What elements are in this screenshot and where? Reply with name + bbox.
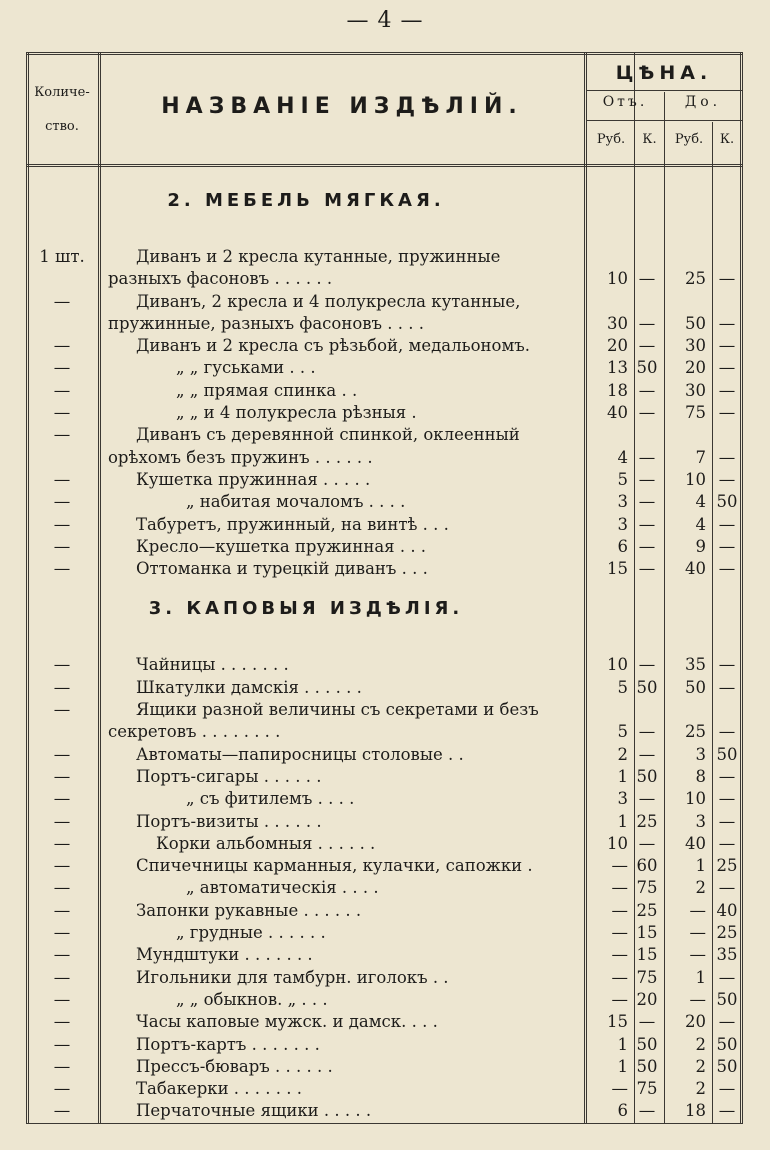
price-to-rub-cell: 3	[695, 811, 706, 831]
price-from-kop-cell: 50	[636, 766, 658, 786]
product-name-cell: разныхъ фасоновъ . . . . . .	[108, 269, 333, 289]
price-from-rub-cell: 3	[617, 492, 628, 512]
price-to-rub-cell: 1	[695, 967, 706, 987]
product-name-cell: секретовъ . . . . . . . .	[108, 722, 281, 742]
price-to-kop-cell: —	[718, 1101, 736, 1121]
price-from-kop-cell: —	[638, 1012, 656, 1032]
price-to-kop-cell: —	[718, 447, 736, 467]
price-to-rub-cell: 2	[695, 1034, 706, 1054]
quantity-cell: —	[53, 1101, 71, 1121]
price-from-kop-cell: 15	[636, 923, 658, 943]
product-name-cell: Перчаточные ящики . . . . .	[136, 1101, 372, 1121]
quantity-cell: —	[53, 878, 71, 898]
price-to-rub-cell: 3	[695, 744, 706, 764]
price-to-rub-cell: 40	[685, 559, 706, 579]
price-from-rub-cell: 5	[617, 722, 628, 742]
quantity-cell: —	[53, 291, 71, 311]
price-from-kop-cell: —	[638, 744, 656, 764]
quantity-cell: —	[53, 559, 71, 579]
price-from-kop-cell: —	[638, 722, 656, 742]
to-kop-header: К.	[719, 132, 735, 147]
quantity-cell: —	[53, 425, 71, 445]
table-row	[26, 1100, 742, 1122]
product-name-cell: „ автоматическія . . . .	[186, 878, 379, 898]
price-to-rub-cell: 2	[695, 1079, 706, 1099]
table-row	[26, 536, 742, 558]
price-to-rub-cell: 10	[685, 789, 706, 809]
quantity-cell: —	[53, 655, 71, 675]
price-subheader-line	[586, 120, 742, 121]
price-from-rub-cell: 6	[617, 1101, 628, 1121]
table-row	[26, 1011, 742, 1033]
price-to-kop-cell: —	[718, 380, 736, 400]
price-from-kop-cell: 75	[636, 878, 658, 898]
product-name-cell: „ „ и 4 полукресла рѣзныя .	[176, 403, 417, 423]
price-from-kop-cell: 25	[636, 811, 658, 831]
table-row	[26, 402, 742, 424]
product-name-cell: пружинные, разныхъ фасоновъ . . . .	[108, 313, 425, 333]
price-from-kop-cell: 75	[636, 967, 658, 987]
price-to-kop-cell: —	[718, 766, 736, 786]
table-row	[26, 558, 742, 580]
price-to-rub-cell: 25	[685, 269, 706, 289]
price-from-rub-cell: 40	[607, 403, 628, 423]
to-rub-header: Руб.	[674, 132, 704, 147]
price-from-kop-cell: —	[638, 655, 656, 675]
quantity-cell: —	[53, 1034, 71, 1054]
table-row	[26, 313, 742, 335]
price-from-rub-cell: —	[611, 856, 628, 876]
price-to-kop-cell: 25	[716, 856, 738, 876]
price-from-rub-cell: 30	[607, 313, 628, 333]
product-name-cell: „ набитая мочаломъ . . . .	[186, 492, 406, 512]
table-row	[26, 811, 742, 833]
table-row	[26, 922, 742, 944]
price-from-kop-cell: —	[638, 536, 656, 556]
price-from-kop-cell: —	[638, 403, 656, 423]
price-to-rub-cell: —	[689, 989, 706, 1009]
price-to-rub-cell: 8	[695, 766, 706, 786]
quantity-cell: —	[53, 989, 71, 1009]
price-to-kop-cell: —	[718, 722, 736, 742]
price-from-rub-cell: 13	[607, 358, 628, 378]
table-row	[26, 1056, 742, 1078]
price-from-rub-cell: 5	[617, 469, 628, 489]
quantity-cell: 1 шт.	[39, 247, 85, 266]
price-from-rub-cell: 15	[607, 559, 628, 579]
price-to-rub-cell: 40	[685, 833, 706, 853]
price-from-rub-cell: 10	[607, 655, 628, 675]
price-to-rub-cell: 30	[685, 380, 706, 400]
table-row	[26, 788, 742, 810]
price-to-rub-cell: —	[689, 923, 706, 943]
product-name-cell: Прессъ-бюваръ . . . . . .	[136, 1056, 333, 1076]
price-from-rub-cell: —	[611, 945, 628, 965]
price-to-rub-cell: —	[689, 945, 706, 965]
price-to-rub-cell: 2	[695, 878, 706, 898]
quantity-cell: —	[53, 677, 71, 697]
product-name-cell: Спичечницы карманныя, кулачки, сапожки .	[136, 856, 533, 876]
product-name-cell: Портъ-сигары . . . . . .	[136, 766, 322, 786]
price-to-kop-cell: —	[718, 789, 736, 809]
price-from-rub-cell: 15	[607, 1012, 628, 1032]
price-header-line	[586, 90, 742, 91]
price-to-kop-cell: —	[718, 967, 736, 987]
table-row	[26, 877, 742, 899]
price-to-kop-cell: —	[718, 358, 736, 378]
price-from-kop-cell: —	[638, 269, 656, 289]
product-name-cell: Чайницы . . . . . . .	[136, 655, 289, 675]
price-from-rub-cell: —	[611, 967, 628, 987]
product-name-cell: Игольники для тамбурн. иголокъ . .	[136, 967, 449, 987]
product-name-cell: Кушетка пружинная . . . . .	[136, 469, 371, 489]
price-to-kop-cell: —	[718, 677, 736, 697]
quantity-cell: —	[53, 1056, 71, 1076]
price-to-header: До.	[684, 94, 722, 110]
quantity-cell: —	[53, 403, 71, 423]
price-to-rub-cell: 1	[695, 856, 706, 876]
table-row	[26, 246, 742, 268]
product-name-cell: „ „ прямая спинка . .	[176, 380, 358, 400]
price-to-rub-cell: 2	[695, 1056, 706, 1076]
price-to-rub-cell: 10	[685, 469, 706, 489]
price-from-rub-cell: —	[611, 923, 628, 943]
price-to-kop-cell: 50	[716, 1034, 738, 1054]
table-row	[26, 357, 742, 379]
price-from-rub-cell: —	[611, 900, 628, 920]
price-to-kop-cell: 25	[716, 923, 738, 943]
price-from-kop-cell: 75	[636, 1079, 658, 1099]
price-to-kop-cell: —	[718, 1079, 736, 1099]
price-from-kop-cell: —	[638, 447, 656, 467]
product-name-cell: Часы каповые мужск. и дамск. . . .	[136, 1012, 438, 1032]
price-from-kop-cell: —	[638, 380, 656, 400]
price-from-rub-cell: —	[611, 1079, 628, 1099]
product-name-cell: Табакерки . . . . . . .	[136, 1079, 302, 1099]
price-to-kop-cell: 50	[716, 989, 738, 1009]
price-to-rub-cell: 20	[685, 358, 706, 378]
price-from-rub-cell: 3	[617, 789, 628, 809]
product-name-cell: Диванъ и 2 кресла съ рѣзьбой, медальономъ.	[136, 336, 531, 356]
quantity-cell: —	[53, 358, 71, 378]
price-to-rub-cell: 18	[685, 1101, 706, 1121]
price-to-kop-cell: —	[718, 1012, 736, 1032]
price-to-kop-cell: —	[718, 514, 736, 534]
price-from-kop-cell: —	[638, 559, 656, 579]
price-to-kop-cell: —	[718, 313, 736, 333]
price-from-kop-cell: —	[638, 313, 656, 333]
table-row	[26, 380, 742, 402]
table-body	[26, 172, 742, 1123]
price-to-kop-cell: 50	[716, 1056, 738, 1076]
price-from-rub-cell: —	[611, 989, 628, 1009]
table-row	[26, 744, 742, 766]
price-to-kop-cell: 50	[716, 492, 738, 512]
price-to-kop-cell: 50	[716, 744, 738, 764]
price-from-kop-cell: —	[638, 469, 656, 489]
table-row	[26, 677, 742, 699]
table-row	[26, 491, 742, 513]
price-from-kop-cell: 20	[636, 989, 658, 1009]
price-to-kop-cell: —	[718, 833, 736, 853]
quantity-cell: —	[53, 900, 71, 920]
price-to-kop-cell: —	[718, 269, 736, 289]
product-name-cell: Оттоманка и турецкій диванъ . . .	[136, 559, 428, 579]
price-from-rub-cell: 10	[607, 833, 628, 853]
price-table	[26, 52, 742, 1124]
table-row	[26, 855, 742, 877]
table-row	[26, 989, 742, 1011]
row-gap	[26, 226, 742, 246]
section-heading: 3. КАПОВЫЯ ИЗДѢЛІЯ.	[148, 598, 464, 620]
price-to-kop-cell: —	[718, 655, 736, 675]
price-from-rub-cell: 6	[617, 536, 628, 556]
price-from-kop-cell: —	[638, 833, 656, 853]
quantity-cell: —	[53, 1012, 71, 1032]
section-heading: 2. МЕБЕЛЬ МЯГКАЯ.	[167, 190, 445, 211]
quantity-cell: —	[53, 766, 71, 786]
product-name-cell: Диванъ съ деревянной спинкой, оклеенный	[136, 425, 520, 445]
product-name-cell: Запонки рукавные . . . . . .	[136, 900, 362, 920]
quantity-cell: —	[53, 492, 71, 512]
from-rub-header: Руб.	[596, 132, 626, 147]
price-from-rub-cell: 1	[617, 766, 628, 786]
price-from-kop-cell: 50	[636, 1056, 658, 1076]
table-row	[26, 335, 742, 357]
table-row	[26, 424, 742, 446]
price-from-rub-cell: 18	[607, 380, 628, 400]
price-from-rub-cell: —	[611, 878, 628, 898]
price-to-rub-cell: 7	[695, 447, 706, 467]
price-to-kop-cell: —	[718, 811, 736, 831]
product-name-cell: Портъ-визиты . . . . . .	[136, 811, 322, 831]
quantity-header: Количе- ство.	[34, 85, 90, 134]
quantity-cell: —	[53, 811, 71, 831]
price-to-kop-cell: 40	[716, 900, 738, 920]
table-row	[26, 291, 742, 313]
price-to-rub-cell: 50	[685, 313, 706, 333]
quantity-cell: —	[53, 923, 71, 943]
product-name-cell: „ съ фитилемъ . . . .	[186, 789, 355, 809]
from-kop-header: К.	[642, 132, 657, 147]
quantity-cell: —	[53, 700, 71, 720]
quantity-cell: —	[53, 514, 71, 534]
product-name-cell: „ „ гуськами . . .	[176, 358, 316, 378]
table-row	[26, 699, 742, 721]
price-from-rub-cell: 20	[607, 336, 628, 356]
price-to-kop-cell: —	[718, 469, 736, 489]
price-to-rub-cell: —	[689, 900, 706, 920]
table-row	[26, 268, 742, 290]
price-from-kop-cell: 25	[636, 900, 658, 920]
quantity-cell: —	[53, 336, 71, 356]
quantity-cell: —	[53, 380, 71, 400]
product-name-cell: Портъ-картъ . . . . . . .	[136, 1034, 320, 1054]
table-row	[26, 1034, 742, 1056]
price-to-kop-cell: 35	[716, 945, 738, 965]
table-row	[26, 654, 742, 676]
table-row	[26, 944, 742, 966]
product-name-cell: Корки альбомныя . . . . . .	[156, 833, 376, 853]
price-from-kop-cell: —	[638, 1101, 656, 1121]
table-row	[26, 1078, 742, 1100]
product-name-cell: Табуретъ, пружинный, на винтѣ . . .	[136, 514, 449, 534]
price-to-kop-cell: —	[718, 536, 736, 556]
price-from-kop-cell: —	[638, 514, 656, 534]
table-row	[26, 900, 742, 922]
row-gap	[26, 634, 742, 654]
price-to-rub-cell: 75	[685, 403, 706, 423]
price-from-rub-cell: 4	[617, 447, 628, 467]
price-to-kop-cell: —	[718, 336, 736, 356]
price-from-rub-cell: 2	[617, 744, 628, 764]
table-row	[26, 721, 742, 743]
price-to-rub-cell: 20	[685, 1012, 706, 1032]
product-name-cell: „ грудные . . . . . .	[176, 923, 326, 943]
price-to-kop-cell: —	[718, 403, 736, 423]
page-number: — 4 —	[346, 8, 424, 33]
quantity-cell: —	[53, 1079, 71, 1099]
price-to-kop-cell: —	[718, 878, 736, 898]
price-to-rub-cell: 35	[685, 655, 706, 675]
quantity-cell: —	[53, 536, 71, 556]
product-name-cell: Ящики разной величины съ секретами и безъ	[136, 700, 539, 720]
price-from-kop-cell: 50	[636, 1034, 658, 1054]
price-from-rub-cell: 10	[607, 269, 628, 289]
price-to-rub-cell: 9	[695, 536, 706, 556]
price-from-rub-cell: 1	[617, 1056, 628, 1076]
price-from-kop-cell: 15	[636, 945, 658, 965]
price-from-rub-cell: 1	[617, 1034, 628, 1054]
quantity-cell: —	[53, 945, 71, 965]
product-name-cell: Шкатулки дамскія . . . . . .	[136, 677, 362, 697]
price-from-kop-cell: 50	[636, 677, 658, 697]
price-to-rub-cell: 25	[685, 722, 706, 742]
price-to-rub-cell: 4	[695, 514, 706, 534]
price-from-rub-cell: 5	[617, 677, 628, 697]
product-name-header: НАЗВАНІЕ ИЗДѢЛІЙ.	[161, 94, 523, 119]
price-to-rub-cell: 50	[685, 677, 706, 697]
product-name-cell: Кресло—кушетка пружинная . . .	[136, 536, 427, 556]
price-header: ЦѢНА.	[615, 62, 713, 84]
quantity-cell: —	[53, 469, 71, 489]
price-from-kop-cell: —	[638, 492, 656, 512]
price-from-kop-cell: 60	[636, 856, 658, 876]
price-to-kop-cell: —	[718, 559, 736, 579]
price-from-kop-cell: 50	[636, 358, 658, 378]
table-row	[26, 447, 742, 469]
table-row	[26, 766, 742, 788]
quantity-cell: —	[53, 744, 71, 764]
product-name-cell: орѣхомъ безъ пружинъ . . . . . .	[108, 447, 373, 467]
price-to-rub-cell: 30	[685, 336, 706, 356]
product-name-cell: Мундштуки . . . . . . .	[136, 945, 313, 965]
product-name-cell: Автоматы—папиросницы столовые . .	[136, 744, 464, 764]
table-row	[26, 514, 742, 536]
quantity-cell: —	[53, 833, 71, 853]
table-row	[26, 833, 742, 855]
price-from-kop-cell: —	[638, 789, 656, 809]
price-from-rub-cell: 1	[617, 811, 628, 831]
price-from-kop-cell: —	[638, 336, 656, 356]
product-name-cell: „ „ обыкнов. „ . . .	[176, 989, 328, 1009]
quantity-cell: —	[53, 789, 71, 809]
table-row	[26, 469, 742, 491]
quantity-cell: —	[53, 967, 71, 987]
product-name-cell: Диванъ, 2 кресла и 4 полукресла кутанные,	[136, 291, 521, 311]
price-to-rub-cell: 4	[695, 492, 706, 512]
price-from-header: Отъ.	[602, 94, 648, 110]
product-name-cell: Диванъ и 2 кресла кутанные, пружинные	[136, 247, 501, 266]
quantity-cell: —	[53, 856, 71, 876]
table-row	[26, 967, 742, 989]
price-from-rub-cell: 3	[617, 514, 628, 534]
